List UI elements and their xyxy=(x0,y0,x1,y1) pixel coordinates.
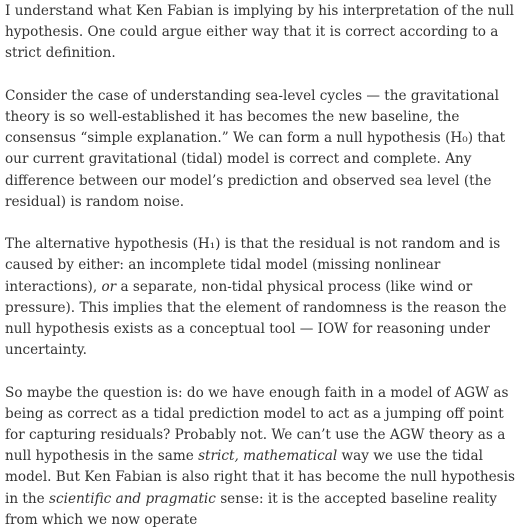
paragraph-1 xyxy=(5,1,520,65)
paragraph-3 xyxy=(5,234,520,361)
paragraph-1-text: I understand what Ken Fabian is implying by his interpretation of the null hypothesis. One could argue either way that it is correct according to a strict definition. xyxy=(5,3,514,62)
paragraph-3-emphasis: or xyxy=(101,278,117,295)
paragraph-2 xyxy=(5,86,520,213)
paragraph-4-emphasis-2: scientific and pragmatic xyxy=(49,490,216,507)
paragraph-4-emphasis-1: strict, mathematical xyxy=(198,448,338,465)
paragraph-4-text-b: way we use the tidal model. But Ken Fabian is also right that it has become the null hypothesis in the xyxy=(5,448,515,507)
paragraph-3-text-b: a separate, non-tidal physical process (like wind or pressure). This implies that the element of randomness is the reason the null hypothesis exists as a conceptual tool — IOW for reasoning under uncertainty. xyxy=(5,278,507,359)
paragraph-3-text-a: The alternative hypothesis (H₁) is that the residual is not random and is caused by either: an incomplete tidal model (missing nonlinear interactions), xyxy=(5,236,501,295)
paragraph-4-text-a: So maybe the question is: do we have enough faith in a model of AGW as being as correct as a tidal prediction model to act as a jumping off point for capturing residuals? Probably not. We can’t use the AGW theory as a null hypothesis in the same xyxy=(5,384,509,465)
paragraph-4 xyxy=(5,383,520,531)
paragraph-2-text: Consider the case of understanding sea-level cycles — the gravitational theory is so well-established it has becomes the new baseline, the consensus “simple explanation.” We can form a null hypothesis (H₀) that our current gravitational (tidal) model is correct and complete. Any difference between our model’s prediction and observed sea level (the residual) is random noise. xyxy=(5,87,506,210)
paragraph-4-text-c: sense: it is the accepted baseline reality from which we now operate xyxy=(5,490,497,528)
